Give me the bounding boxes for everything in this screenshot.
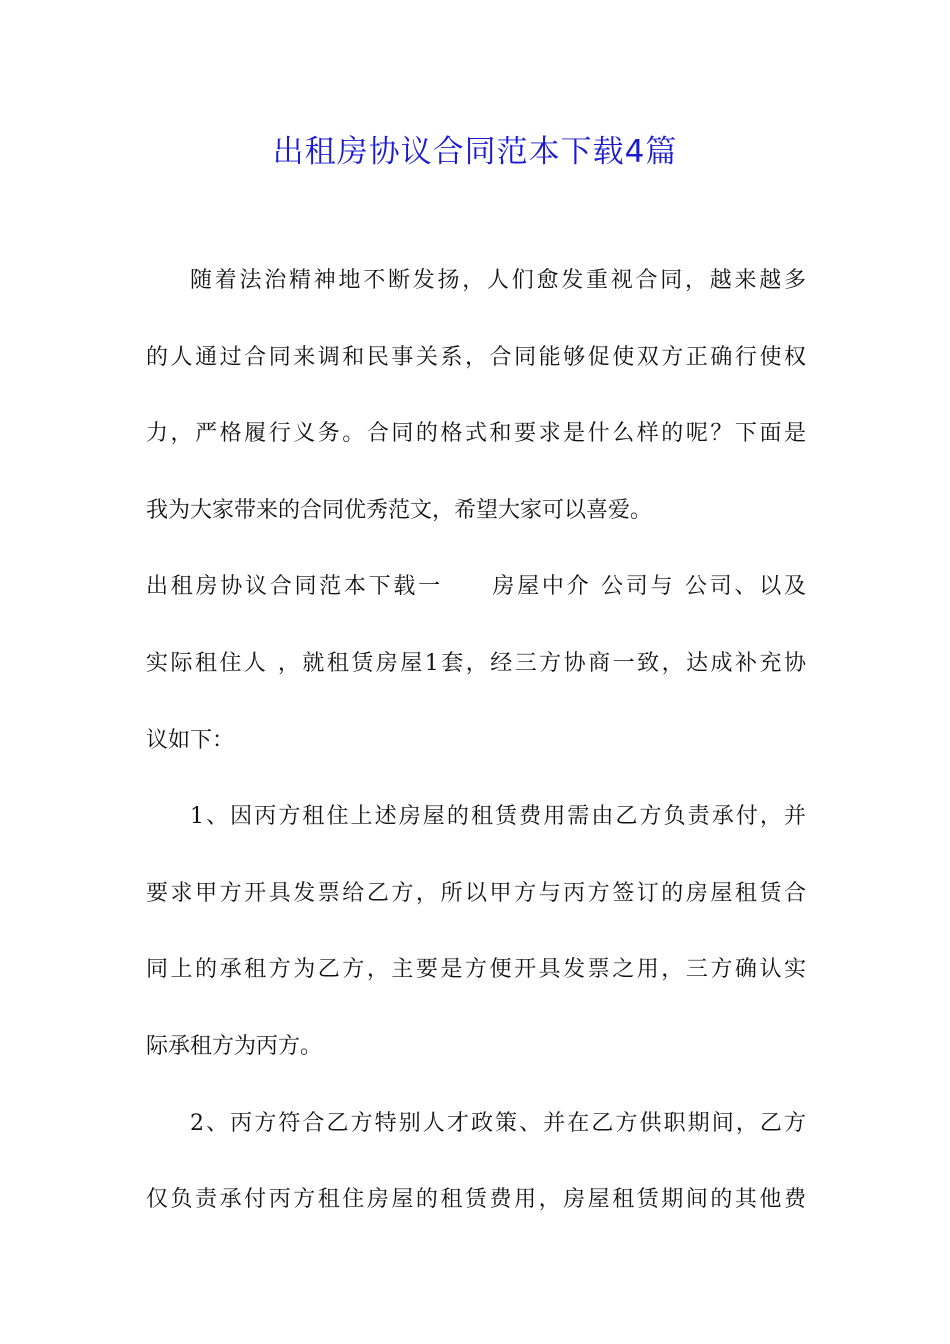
paragraph-line: 议如下： (146, 727, 235, 753)
document-title: 出租房协议合同范本下载4篇 (272, 134, 678, 170)
paragraph-line: 实际租住人 ，就租赁房屋1套，经三方协商一致，达成补充协 (146, 650, 806, 676)
paragraph-line: 力，严格履行义务。合同的格式和要求是什么样的呢？下面是 (146, 421, 806, 447)
document-body (146, 262, 806, 1258)
paragraph-line: 1、因丙方租住上述房屋的租赁费用需由乙方负责承付，并 (190, 804, 806, 830)
paragraph-line: 随着法治精神地不断发扬，人们愈发重视合同，越来越多 (190, 268, 806, 293)
paragraph-line: 要求甲方开具发票给乙方，所以甲方与丙方签订的房屋租赁合 (146, 880, 806, 906)
paragraph-line: 仅负责承付丙方租住房屋的租赁费用，房屋租赁期间的其他费 (146, 1187, 806, 1213)
paragraph-line: 2、丙方符合乙方特别人才政策、并在乙方供职期间，乙方 (190, 1110, 806, 1136)
paragraph-line: 我为大家带来的合同优秀范文，希望大家可以喜爱。 (146, 497, 653, 523)
paragraph-line: 的人通过合同来调和民事关系，合同能够促使双方正确行使权 (146, 344, 806, 370)
paragraph-line: 出租房协议合同范本下载一 房屋中介 公司与 公司、以及 (146, 574, 806, 600)
paragraph-line: 同上的承租方为乙方，主要是方便开具发票之用，三方确认实 (146, 957, 806, 983)
paragraph-line: 际承租方为丙方。 (146, 1033, 323, 1059)
